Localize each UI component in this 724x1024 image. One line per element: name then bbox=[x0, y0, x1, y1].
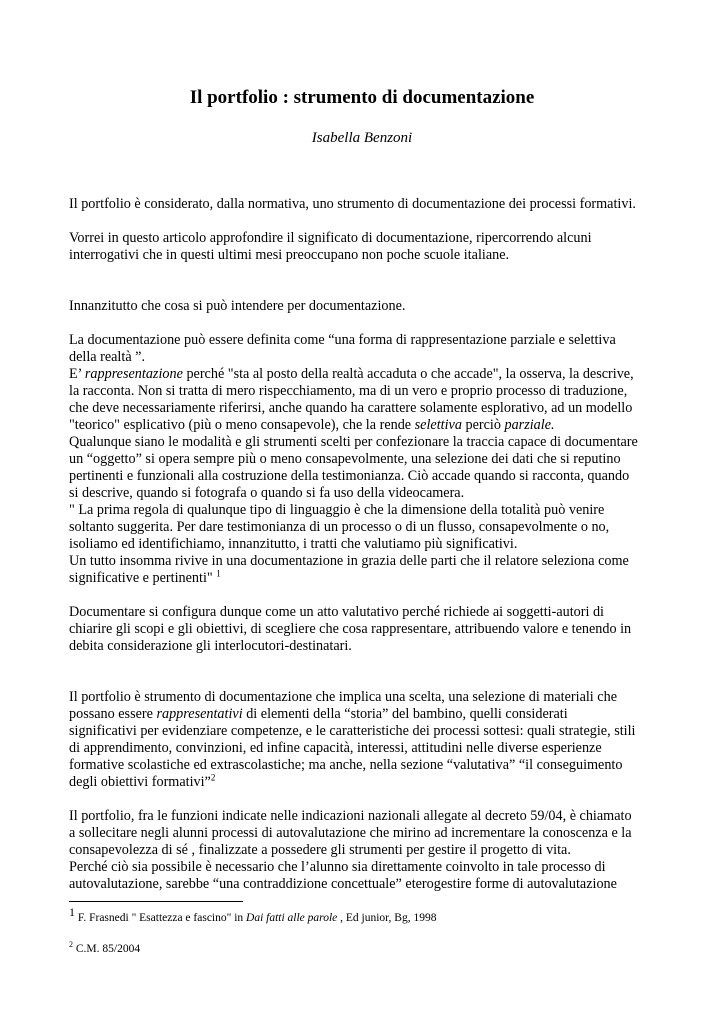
footnote-number: 2 bbox=[69, 940, 73, 950]
text-line: formative scolastiche ed extrascolastiche; ma anche, nella sezione “valutativa” “il conseguimento bbox=[69, 757, 623, 773]
text-line: isoliamo ed identifichiamo, innanzitutto, i tratti che valutiamo più significativi. bbox=[69, 536, 518, 552]
text-line: Vorrei in questo articolo approfondire il significato di documentazione, ripercorrendo alcuni bbox=[69, 230, 592, 246]
text-line: pertinenti e funzionali alla costruzione della testimonianza. Ciò accade quando si racconta, quando bbox=[69, 468, 630, 484]
author-name: Isabella Benzoni bbox=[311, 130, 413, 146]
text-line: Perché ciò sia possibile è necessario che l’alunno sia direttamente coinvolto in tale processo di bbox=[69, 859, 606, 875]
text-line: a sollecitare negli alunni processi di autovalutazione che mirino ad incrementare la conoscenza e la bbox=[69, 825, 632, 841]
text-line: un “oggetto” si opera sempre più o meno consapevolmente, una selezione dei dati che si reputino bbox=[69, 451, 621, 467]
text-line: interrogativi che in questi ultimi mesi preoccupano non poche scuole italiane. bbox=[69, 247, 510, 263]
text-line: Il portfolio è strumento di documentazione che implica una scelta, una selezione di materiali che bbox=[69, 689, 617, 705]
paragraph-evaluation bbox=[69, 604, 665, 655]
text-line: debita considerazione gli interlocutori-destinatari. bbox=[69, 638, 352, 654]
paragraph-purpose bbox=[69, 230, 665, 264]
paragraph-portfolio bbox=[69, 689, 665, 791]
page-title: Il portfolio : strumento di documentazione bbox=[189, 87, 535, 108]
paragraph-definition bbox=[69, 332, 665, 587]
text-line: la racconta. Non si tratta di mero rispecchiamento, ma di un vero e proprio processo di traduzione, bbox=[69, 383, 628, 399]
text-line: significative e pertinenti" $^1$ bbox=[69, 568, 221, 586]
paragraph-question: Innanzitutto che cosa si può intendere per documentazione. bbox=[69, 298, 406, 314]
text-line: soltanto suggerita. Per dare testimonianza di un processo o di un flusso, consapevolmente o no, bbox=[69, 519, 610, 535]
text-line: " La prima regola di qualunque tipo di linguaggio è che la dimensione della totalità può venire bbox=[69, 502, 605, 518]
text-line: della realtà ”. bbox=[69, 349, 146, 365]
text-line: di apprendimento, convinzioni, ed infine capacità, interessi, attitudini nelle diverse esperienze bbox=[69, 740, 602, 756]
text-line: Un tutto insomma rivive in una documentazione in grazia delle parti che il relatore seleziona come bbox=[69, 553, 629, 569]
footnote-ref-1[interactable]: 1 bbox=[216, 568, 221, 579]
text-line: degli obiettivi formativi”$^2$ bbox=[69, 772, 216, 790]
paragraph-intro: Il portfolio è considerato, dalla normativa, uno strumento di documentazione dei processi formativi. bbox=[69, 196, 636, 212]
paragraph-self-evaluation bbox=[69, 808, 665, 893]
footnote-ref-2[interactable]: 2 bbox=[210, 772, 216, 783]
text-line: Qualunque siano le modalità e gli strumenti scelti per confezionare la traccia capace di documentare bbox=[69, 434, 638, 450]
text-line: La documentazione può essere definita come “una forma di rappresentazione parziale e selettiva bbox=[69, 332, 616, 348]
footnote-number: 1 bbox=[69, 905, 75, 920]
text-line: possano essere rappresentativi di elementi della “storia” del bambino, quelli considerati bbox=[69, 706, 568, 722]
text-line: chiarire gli scopi e gli obiettivi, di scegliere che cosa rappresentare, attribuendo valore e tenendo in bbox=[69, 621, 632, 637]
text-line: "teorico" esplicativo (più o meno consapevole), che la rende selettiva perciò parziale. bbox=[69, 417, 555, 433]
text-line: significativi per evidenziare competenze, e le caratteristiche dei processi sottesi: quali strategie, stili bbox=[69, 723, 636, 739]
text-line: che deve necessariamente riferirsi, anche quando ha carattere solamente esplorativo, ad un modello bbox=[69, 400, 633, 416]
footnote-2: $^2$ C.M. 85/2004 bbox=[69, 940, 141, 955]
text-line: E’ rappresentazione perché "sta al posto della realtà accaduta o che accade", la osserva, la descrive, bbox=[69, 366, 634, 382]
document-body bbox=[69, 196, 665, 893]
footnote-divider bbox=[69, 901, 243, 902]
text-line: si descrive, quando si fotografa o quando si fa uso della videocamera. bbox=[69, 485, 465, 501]
text-line: autovalutazione, sarebbe “una contraddizione concettuale” eterogestire forme di autovalutazione bbox=[69, 876, 617, 892]
text-line: consapevolezza di sé , finalizzate a possedere gli strumenti per gestire il progetto di vita. bbox=[69, 842, 571, 858]
text-line: Il portfolio, fra le funzioni indicate nelle indicazioni nazionali allegate al decreto 59/04, è chiamato bbox=[69, 808, 632, 824]
text-line: Documentare si configura dunque come un atto valutativo perché richiede ai soggetti-autori di bbox=[69, 604, 604, 620]
footnote-1: 1 F. Frasnedi " Esattezza e fascino" in Dai fatti alle parole , Ed junior, Bg, 1998 bbox=[69, 905, 437, 924]
book-title: Dai fatti alle parole bbox=[246, 912, 338, 924]
